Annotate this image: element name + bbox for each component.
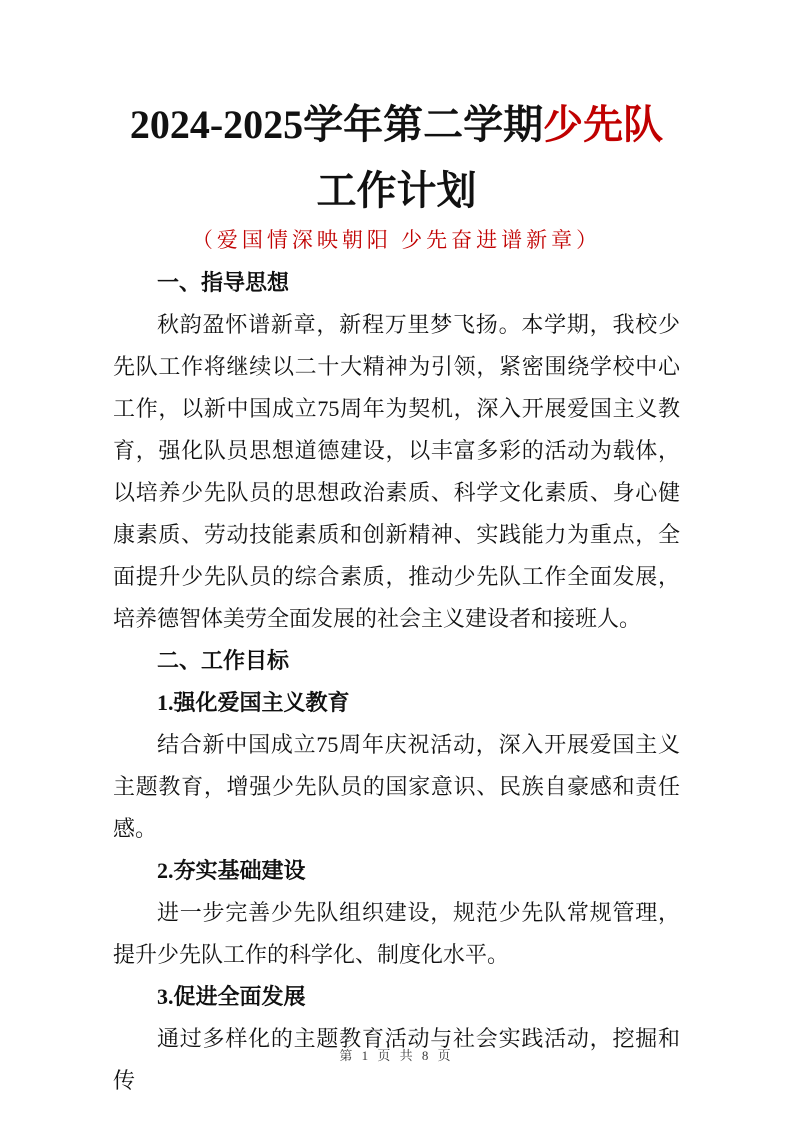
title-red-segment: 少先队 bbox=[543, 102, 664, 147]
subheading-goal-2: 2.夯实基础建设 bbox=[157, 858, 306, 883]
page-title bbox=[113, 0, 680, 224]
title-line-2: 工作计划 bbox=[316, 168, 477, 213]
paragraph-guiding-ideology: 秋韵盈怀谱新章，新程万里梦飞扬。本学期，我校少先队工作将继续以二十大精神为引领，紧密围绕学校中心工作，以新中国成立75周年为契机，深入开展爱国主义教育，强化队员思想道德建设，以丰富多彩的活动为载体，以培养少先队员的思想政治素质、科学文化素质、身心健康素质、劳动技能素质和创新精神、实践能力为重点，全面提升少先队员的综合素质，推动少先队工作全面发展，培养德智体美劳全面发展的社会主义建设者和接班人。 bbox=[113, 312, 680, 631]
title-line-1 bbox=[113, 92, 680, 158]
title-black-segment: 2024-2025学年第二学期 bbox=[129, 102, 544, 147]
paragraph-goal-1: 结合新中国成立75周年庆祝活动，深入开展爱国主义主题教育，增强少先队员的国家意识、民族自豪感和责任感。 bbox=[113, 732, 680, 841]
section-heading-2: 二、工作目标 bbox=[157, 648, 290, 673]
subheading-goal-1: 1.强化爱国主义教育 bbox=[157, 690, 350, 715]
subheading-goal-3: 3.促进全面发展 bbox=[157, 984, 306, 1009]
document-body bbox=[113, 262, 680, 1102]
document-subtitle: （爱国情深映朝阳 少先奋进谱新章） bbox=[191, 228, 602, 252]
footer-page-number: 第 1 页 共 8 页 bbox=[339, 1048, 454, 1063]
paragraph-goal-3: 通过多样化的主题教育活动与社会实践活动，挖掘和传 bbox=[113, 1026, 680, 1093]
paragraph-goal-2: 进一步完善少先队组织建设，规范少先队常规管理，提升少先队工作的科学化、制度化水平。 bbox=[113, 900, 680, 967]
section-heading-1: 一、指导思想 bbox=[157, 270, 290, 295]
